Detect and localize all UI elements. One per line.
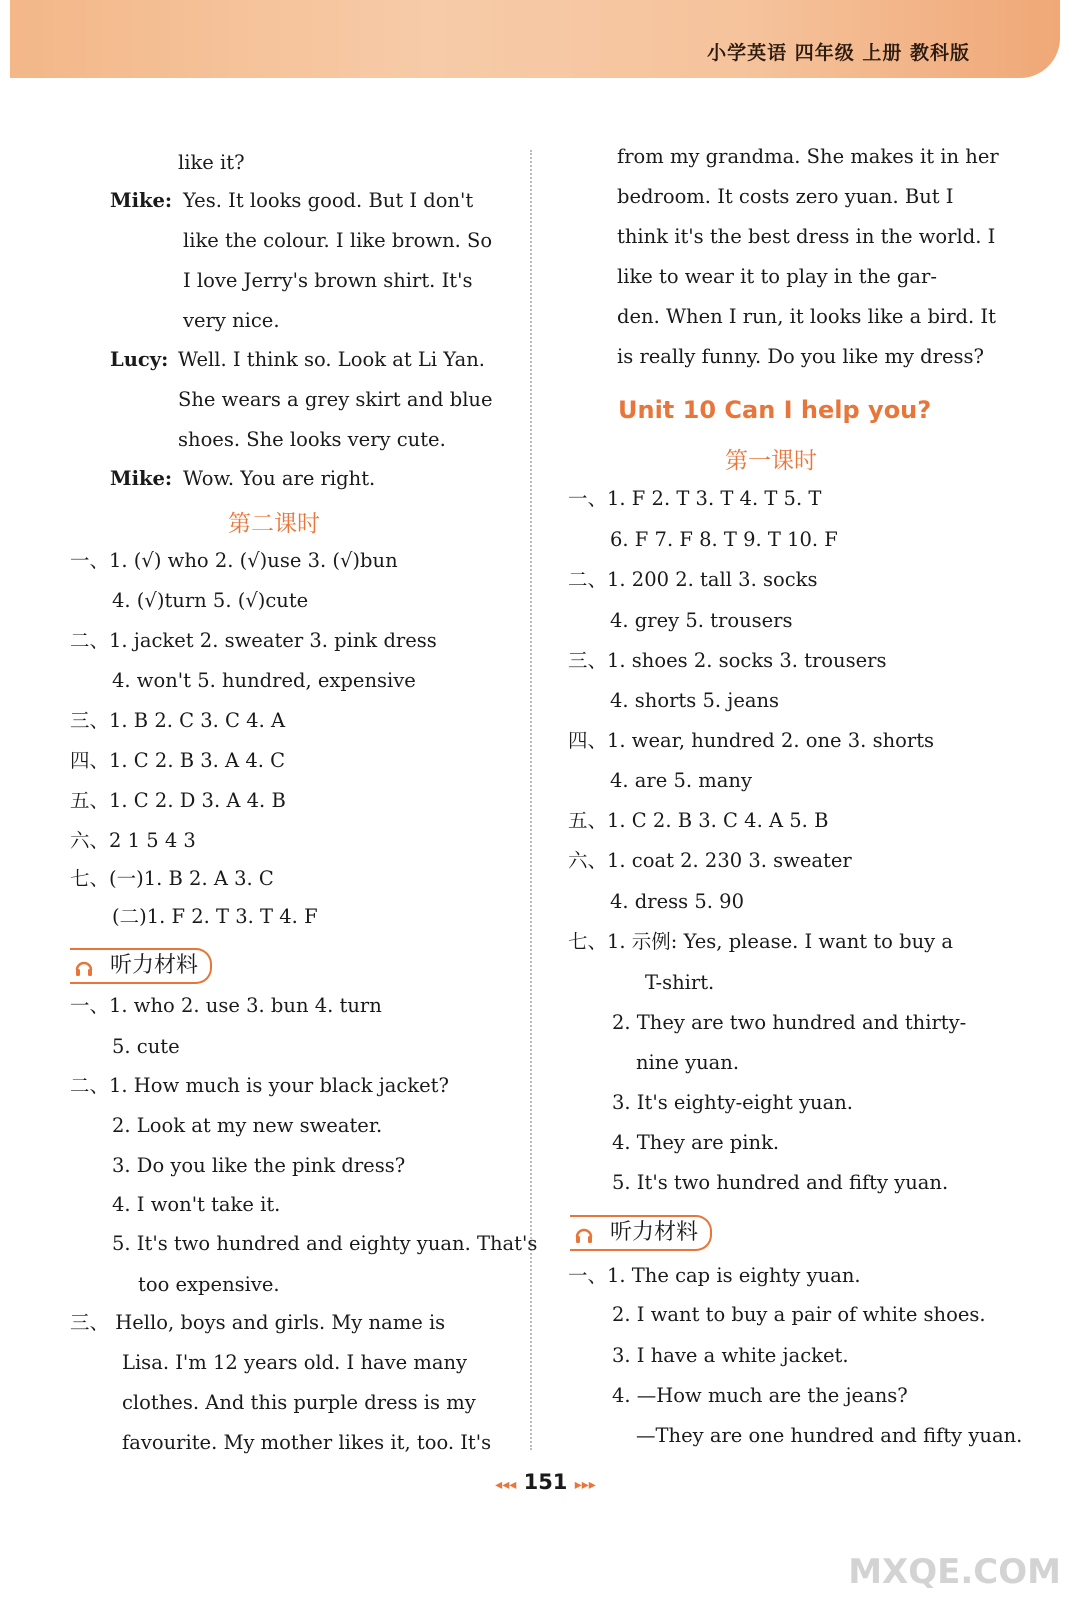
passage-line: den. When I run, it looks like a bird. It <box>617 305 996 328</box>
listening-line: 5. It's two hundred and eighty yuan. That's <box>112 1232 538 1255</box>
listening-line: —They are one hundred and fifty yuan. <box>636 1424 1023 1447</box>
header-banner <box>10 0 1060 78</box>
dialogue-line: like the colour. I like brown. So <box>183 229 493 252</box>
answer-line: 四、1. wear, hundred 2. one 3. shorts <box>568 729 935 752</box>
answer-line: 七、(一)1. B 2. A 3. C <box>70 867 274 890</box>
speaker-label: Mike: <box>110 189 173 212</box>
answer-line: 4. won't 5. hundred, expensive <box>112 669 416 692</box>
passage-line: from my grandma. She makes it in her <box>617 145 999 168</box>
listening-line: 5. cute <box>112 1035 180 1058</box>
answer-line: 四、1. C 2. B 3. A 4. C <box>70 749 286 772</box>
headphone-icon <box>74 956 94 976</box>
answer-line: 一、1. (√) who 2. (√)use 3. (√)bun <box>70 549 398 572</box>
dialogue-line: Wow. You are right. <box>183 467 376 490</box>
page-footer <box>0 1470 1091 1494</box>
listening-tag-label: 听力材料 <box>110 953 199 978</box>
headphone-icon <box>574 1223 594 1243</box>
listening-tag <box>570 1215 712 1251</box>
answer-line: 一、1. F 2. T 3. T 4. T 5. T <box>568 487 822 510</box>
answer-line: 三、1. B 2. C 3. C 4. A <box>70 709 286 732</box>
passage-line: like to wear it to play in the gar- <box>617 265 937 288</box>
dialogue-line: Well. I think so. Look at Li Yan. <box>178 348 486 371</box>
listening-line: 4. I won't take it. <box>112 1193 281 1216</box>
prev-arrow-icon: ◂◂◂ <box>495 1477 517 1493</box>
answer-line: 2. They are two hundred and thirty- <box>612 1011 967 1034</box>
answer-line: 6. F 7. F 8. T 9. T 10. F <box>610 528 838 551</box>
answer-line: T-shirt. <box>645 971 715 994</box>
dialogue-line: like it? <box>178 151 245 174</box>
listening-line: 一、1. The cap is eighty yuan. <box>568 1264 861 1287</box>
section-heading: 第二课时 <box>228 511 320 537</box>
listening-tag <box>70 948 212 984</box>
passage-line: is really funny. Do you like my dress? <box>617 345 984 368</box>
speaker-label: Mike: <box>110 467 173 490</box>
listening-line: clothes. And this purple dress is my <box>122 1391 476 1414</box>
answer-line: 二、1. 200 2. tall 3. socks <box>568 568 818 591</box>
page-number: 151 <box>523 1470 568 1494</box>
answer-line: 4. grey 5. trousers <box>610 609 793 632</box>
listening-line: too expensive. <box>138 1273 280 1296</box>
listening-line: 4. —How much are the jeans? <box>612 1384 908 1407</box>
answer-line: 4. They are pink. <box>612 1131 780 1154</box>
dialogue-line: Yes. It looks good. But I don't <box>183 189 474 212</box>
answer-line: (二)1. F 2. T 3. T 4. F <box>112 905 318 928</box>
listening-line: 三、 Hello, boys and girls. My name is <box>70 1311 446 1334</box>
dialogue-line: very nice. <box>183 309 280 332</box>
listening-line: 2. Look at my new sweater. <box>112 1114 383 1137</box>
answer-line: 4. (√)turn 5. (√)cute <box>112 589 309 612</box>
answer-line: 4. are 5. many <box>610 769 752 792</box>
speaker-label: Lucy: <box>110 348 169 371</box>
dialogue-line: I love Jerry's brown shirt. It's <box>183 269 473 292</box>
listening-line: 3. I have a white jacket. <box>612 1344 849 1367</box>
listening-line: Lisa. I'm 12 years old. I have many <box>122 1351 468 1374</box>
answer-line: 五、1. C 2. D 3. A 4. B <box>70 789 286 812</box>
unit-title: Unit 10 Can I help you? <box>618 396 932 424</box>
answer-line: 二、1. jacket 2. sweater 3. pink dress <box>70 629 437 652</box>
passage-line: bedroom. It costs zero yuan. But I <box>617 185 954 208</box>
answer-line: 4. dress 5. 90 <box>610 890 744 913</box>
listening-line: 2. I want to buy a pair of white shoes. <box>612 1303 986 1326</box>
answer-line: 4. shorts 5. jeans <box>610 689 780 712</box>
dialogue-line: shoes. She looks very cute. <box>178 428 446 451</box>
watermark: MXQE.COM <box>848 1552 1061 1592</box>
answer-line: 六、2 1 5 4 3 <box>70 829 196 852</box>
answer-line: 六、1. coat 2. 230 3. sweater <box>568 849 852 872</box>
listening-tag-label: 听力材料 <box>610 1220 699 1245</box>
next-arrow-icon: ▸▸▸ <box>574 1477 596 1493</box>
answer-line: 3. It's eighty-eight yuan. <box>612 1091 853 1114</box>
listening-line: 3. Do you like the pink dress? <box>112 1154 406 1177</box>
passage-line: think it's the best dress in the world. I <box>617 225 996 248</box>
book-title: 小学英语 四年级 上册 教科版 <box>707 42 970 64</box>
listening-line: 一、1. who 2. use 3. bun 4. turn <box>70 994 382 1017</box>
answer-line: 五、1. C 2. B 3. C 4. A 5. B <box>568 809 829 832</box>
answer-line: 七、1. 示例: Yes, please. I want to buy a <box>568 930 953 953</box>
section-heading: 第一课时 <box>725 448 817 474</box>
answer-line: nine yuan. <box>636 1051 740 1074</box>
answer-line: 三、1. shoes 2. socks 3. trousers <box>568 649 887 672</box>
listening-line: favourite. My mother likes it, too. It's <box>122 1431 492 1454</box>
answer-line: 5. It's two hundred and fifty yuan. <box>612 1171 949 1194</box>
listening-line: 二、1. How much is your black jacket? <box>70 1074 449 1097</box>
dialogue-line: She wears a grey skirt and blue <box>178 388 493 411</box>
